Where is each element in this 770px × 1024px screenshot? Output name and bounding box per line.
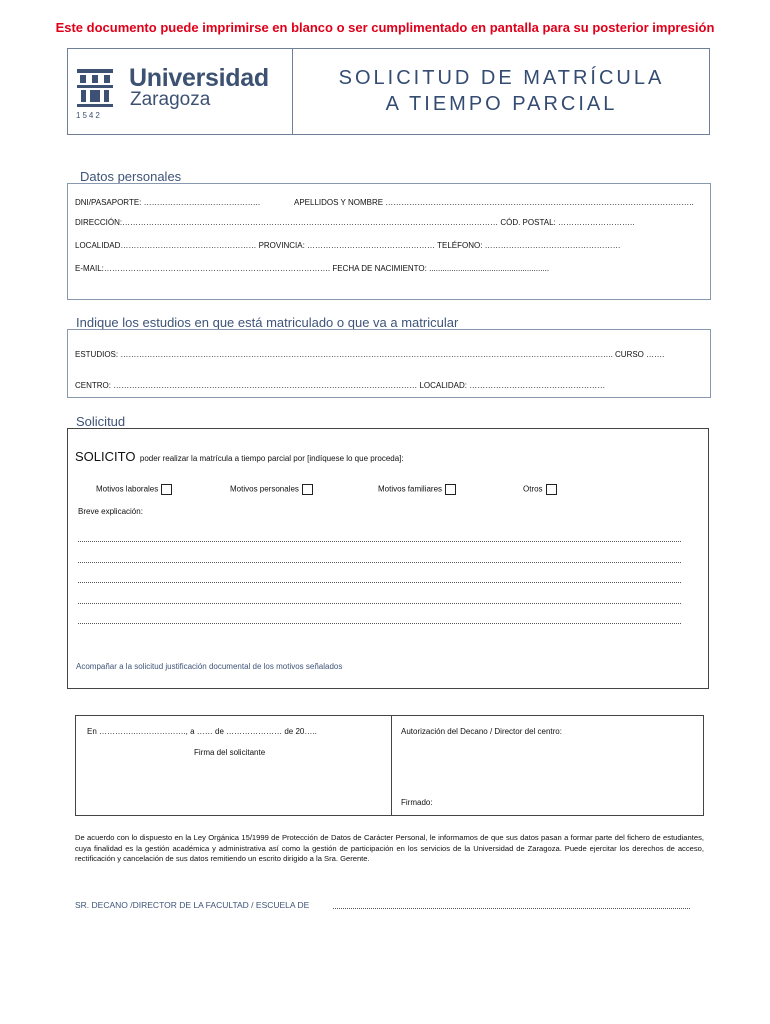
option-otros[interactable] [523,484,557,495]
header-divider [292,48,293,135]
option-personales-label: Motivos personales [230,484,299,494]
logo-year: 1542 [76,111,102,120]
request-box [67,428,709,689]
checkbox-familiares[interactable] [445,484,456,495]
addressee-label: SR. DECANO /DIRECTOR DE LA FACULTAD / ESCUELA DE [75,900,310,910]
signer-label: Firma del solicitante [194,748,266,757]
personal-section-title: Datos personales [80,169,182,184]
authorization-label: Autorización del Decano / Director del centro: [401,727,562,736]
explanation-line[interactable] [78,603,681,604]
solicito-line [75,448,404,466]
signature-divider [391,715,392,816]
signed-label: Firmado: [401,798,433,807]
studies-section-title: Indique los estudios en que está matriculado o que va a matricular [76,315,459,330]
estudios-field[interactable]: ESTUDIOS: ………………………………………………………………………………………………………………………………………………………………….. CURSO ……. [75,350,665,359]
dni-field[interactable]: DNI/PASAPORTE: …………………………………….. [75,198,261,207]
explanation-line[interactable] [78,623,681,624]
explanation-line[interactable] [78,582,681,583]
option-laborales[interactable] [96,484,172,495]
option-familiares[interactable] [378,484,456,495]
date-field[interactable]: En …………..………………., a …… de ………………… de 20….. [87,727,317,736]
centro-field[interactable]: CENTRO: …………………………………………………………………………………………………… LOCALIDAD: …………………………………………… [75,381,606,390]
direccion-field[interactable]: DIRECCIÓN:…………………………………………………………………………………………………………………………… CÓD. POSTAL: ……………………….. [75,218,635,227]
logo-city: Zaragoza [130,89,211,110]
checkbox-otros[interactable] [546,484,557,495]
solicito-word: SOLICITO [75,449,136,464]
checkbox-laborales[interactable] [161,484,172,495]
explanation-label: Breve explicación: [78,507,143,516]
logo-university: Universidad [129,64,269,92]
option-otros-label: Otros [523,484,543,494]
checkbox-personales[interactable] [302,484,313,495]
attach-note: Acompañar a la solicitud justificación documental de los motivos señalados [76,662,343,671]
data-protection-notice: De acuerdo con lo dispuesto en la Ley Orgánica 15/1999 de Protección de Datos de Carácter Personal, le informamos de que sus datos pasan a formar parte del fichero de estudiantes, cuya finalidad es la gestión académica y administrativa así como la gestión de participación en los servicios de la Universidad de Zaragoza. Puede ejercitar los derechos de acceso, rectificación y cancelación de sus datos remitiendo un escrito dirigido a la Sra. Gerente. [75,833,704,863]
print-notice: Este documento puede imprimirse en blanco o ser cumplimentado en pantalla para su posterior impresión [55,20,715,35]
request-section-title: Solicitud [76,414,126,429]
university-crest-icon [76,68,114,108]
solicito-text: poder realizar la matrícula a tiempo parcial por [indíquese lo que proceda]: [139,454,404,463]
option-familiares-label: Motivos familiares [378,484,443,494]
page-title-line1: SOLICITUD DE MATRÍCULA [338,67,665,89]
option-laborales-label: Motivos laborales [96,484,159,494]
localidad-field[interactable]: LOCALIDAD…………………………………………… PROVINCIA: ………………………………………… TELÉFONO: …………………………………………… [75,241,621,250]
option-personales[interactable] [230,484,313,495]
addressee-line[interactable] [333,908,690,909]
explanation-line[interactable] [78,562,681,563]
page-title-line2: A TIEMPO PARCIAL [385,93,618,115]
explanation-line[interactable] [78,541,681,542]
email-field[interactable]: E-MAIL:…………………………………………………………………………. FECHA DE NACIMIENTO: ...................................................... [75,264,550,273]
apellidos-field[interactable]: APELLIDOS Y NOMBRE …………………………………………………………………………………………………….. [294,198,694,207]
